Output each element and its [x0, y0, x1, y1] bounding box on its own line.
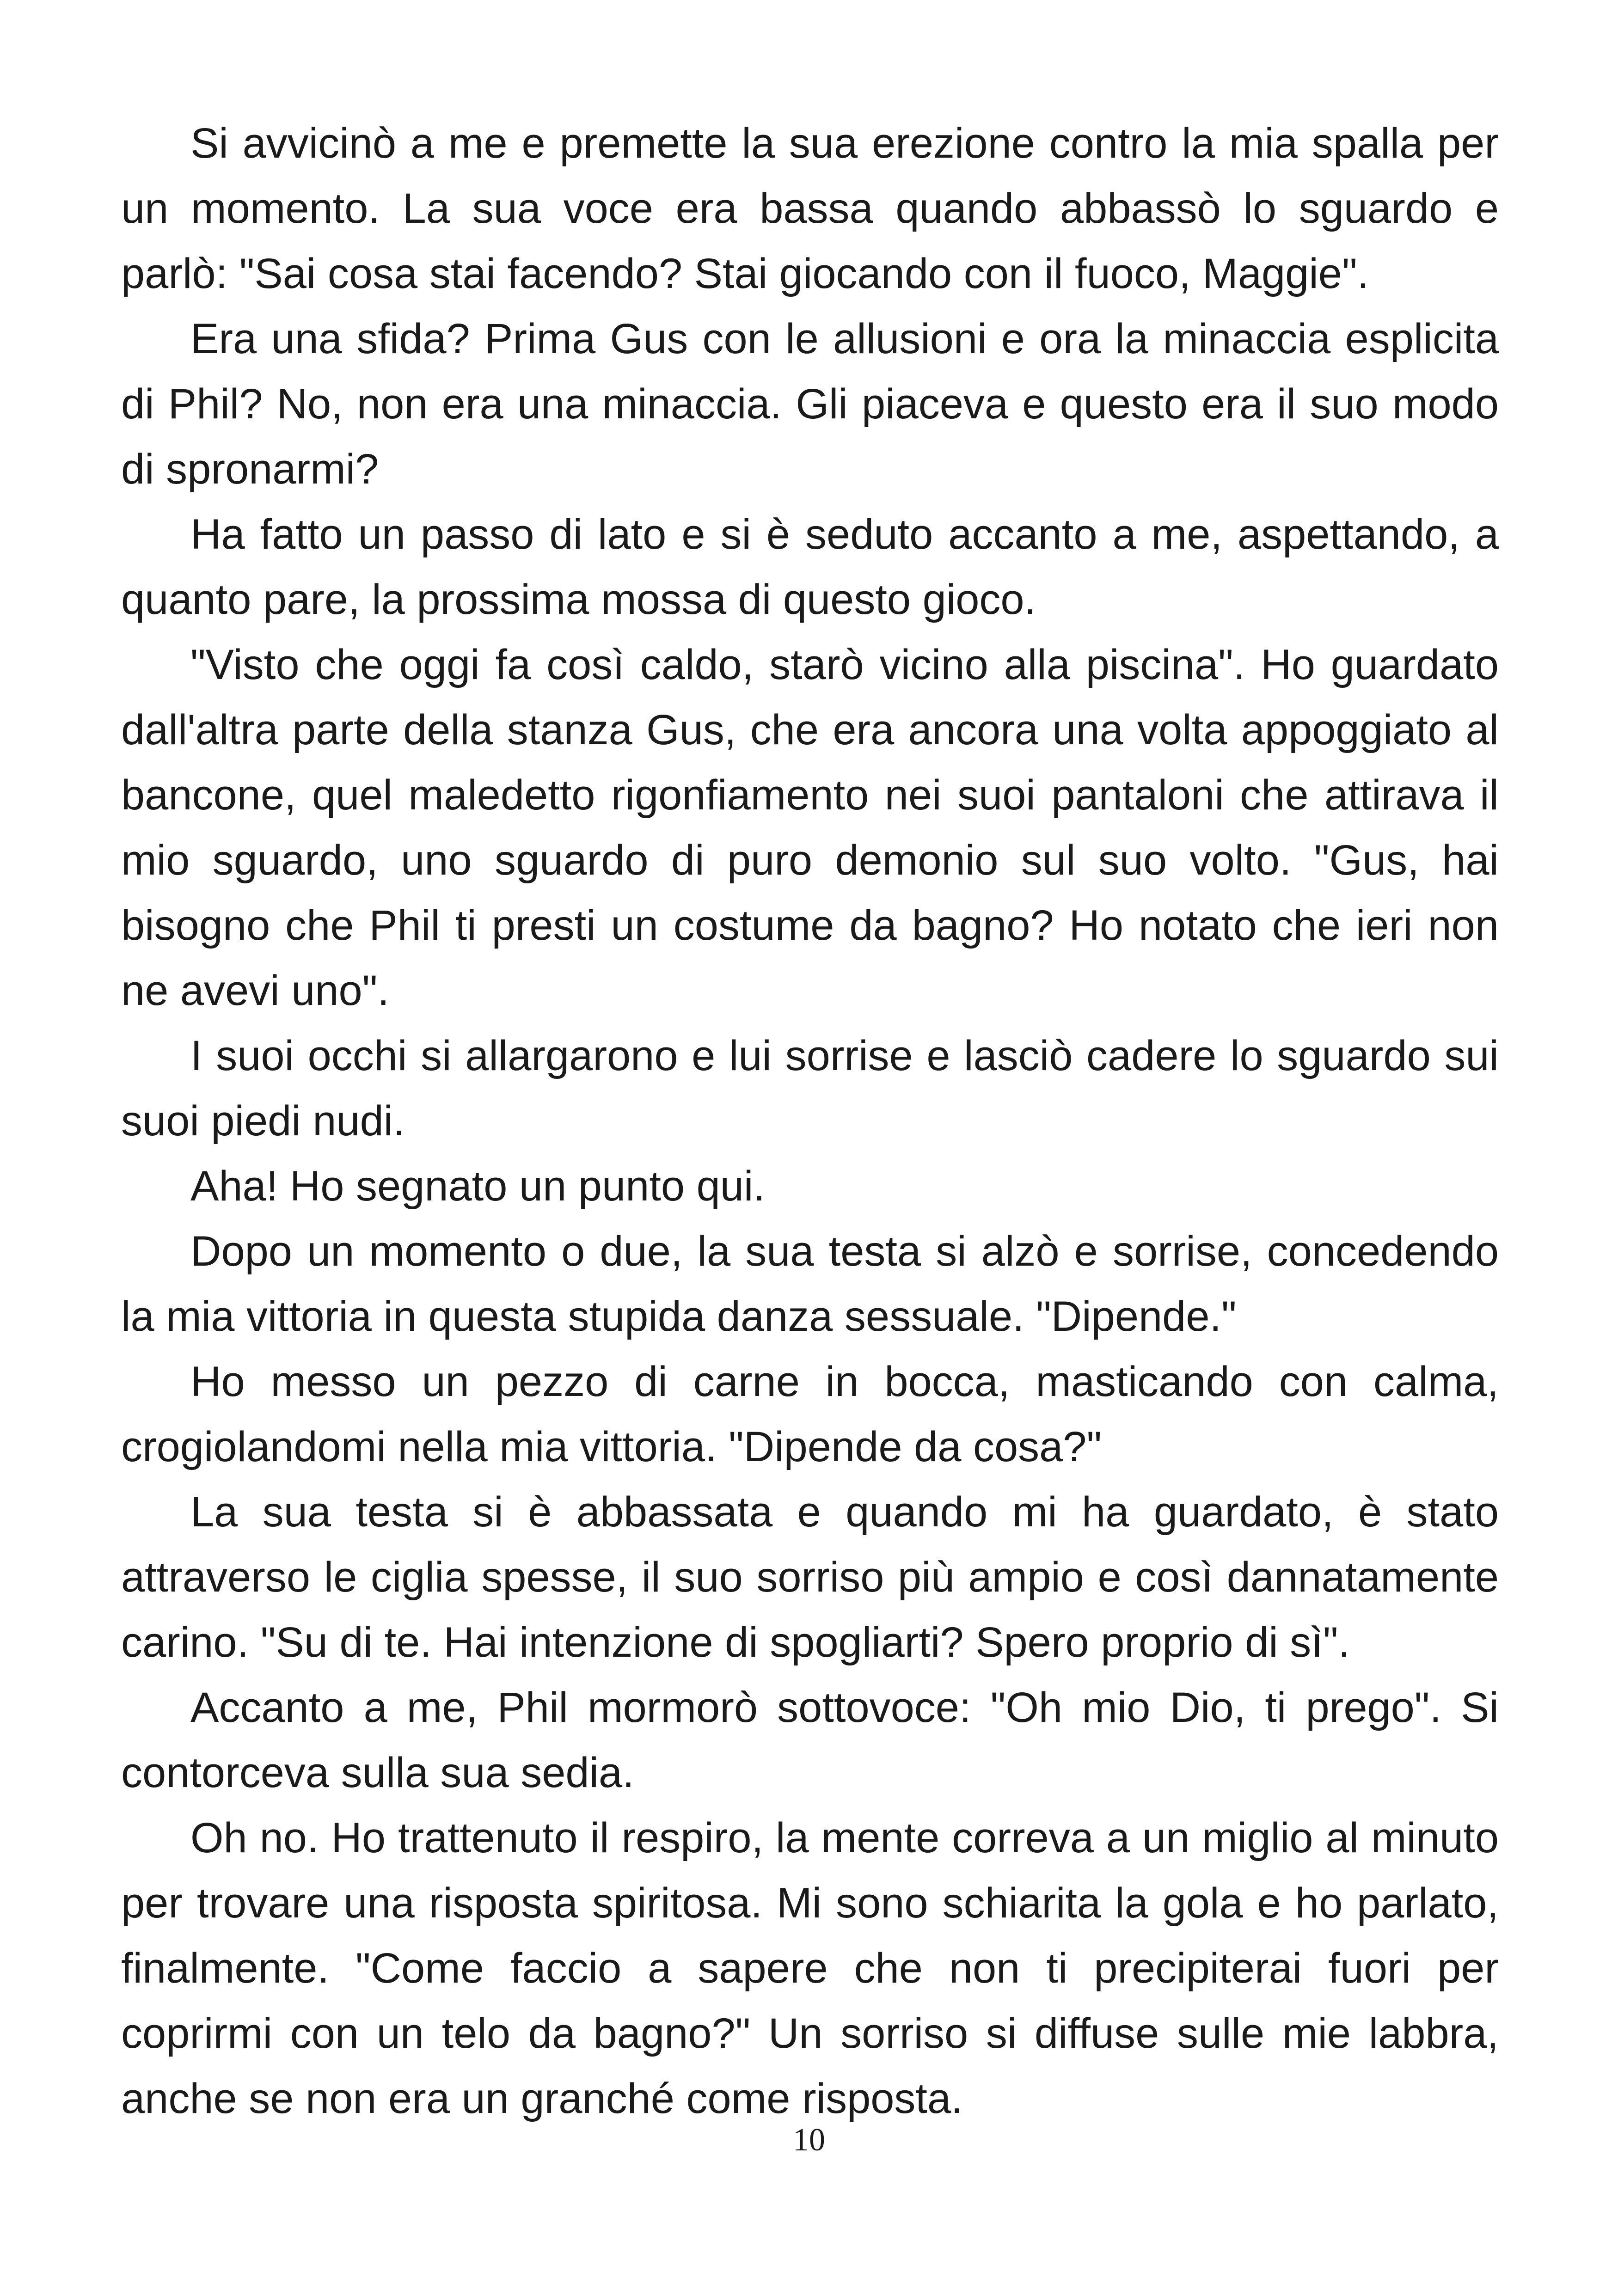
body-text: [121, 111, 1499, 2131]
paragraph: Ha fatto un passo di lato e si è seduto accanto a me, aspettando, a quanto pare, la prossima mossa di questo gioco.: [121, 511, 1499, 623]
paragraph: Si avvicinò a me e premette la sua erezione contro la mia spalla per un momento. La sua voce era bassa quando abbassò lo sguardo e parlò: "Sai cosa stai facendo? Stai giocando con il fuoco, Maggie".: [121, 120, 1499, 297]
paragraph: Oh no. Ho trattenuto il respiro, la mente correva a un miglio al minuto per trovare una risposta spiritosa. Mi sono schiarita la gola e ho parlato, finalmente. "Come faccio a sapere che non ti precipiterai fuori per coprirmi con un telo da bagno?" Un sorriso si diffuse sulle mie labbra, anche se non era un granché come risposta.: [121, 1814, 1499, 2122]
paragraph: Ho messo un pezzo di carne in bocca, masticando con calma, crogiolandomi nella mia vittoria. "Dipende da cosa?": [121, 1358, 1499, 1470]
page-number: 10: [793, 2122, 825, 2158]
paragraph: Accanto a me, Phil mormorò sottovoce: "Oh mio Dio, ti prego". Si contorceva sulla sua sedia.: [121, 1684, 1499, 1796]
paragraph: La sua testa si è abbassata e quando mi ha guardato, è stato attraverso le ciglia spesse, il suo sorriso più ampio e così dannatamente carino. "Su di te. Hai intenzione di spogliarti? Spero proprio di sì".: [121, 1488, 1499, 1666]
paragraph: Aha! Ho segnato un punto qui.: [190, 1163, 765, 1210]
paragraph: I suoi occhi si allargarono e lui sorrise e lasciò cadere lo sguardo sui suoi piedi nudi.: [121, 1032, 1499, 1145]
paragraph: "Visto che oggi fa così caldo, starò vicino alla piscina". Ho guardato dall'altra parte della stanza Gus, che era ancora una volta appoggiato al bancone, quel maledetto rigonfiamento nei suoi pantaloni che attirava il mio sguardo, uno sguardo di puro demonio sul suo volto. "Gus, hai bisogno che Phil ti presti un costume da bagno? Ho notato che ieri non ne avevi uno".: [121, 641, 1499, 1014]
paragraph: Dopo un momento o due, la sua testa si alzò e sorrise, concedendo la mia vittoria in questa stupida danza sessuale. "Dipende.": [121, 1228, 1499, 1340]
paragraph: Era una sfida? Prima Gus con le allusioni e ora la minaccia esplicita di Phil? No, non era una minaccia. Gli piaceva e questo era il suo modo di spronarmi?: [121, 315, 1499, 493]
